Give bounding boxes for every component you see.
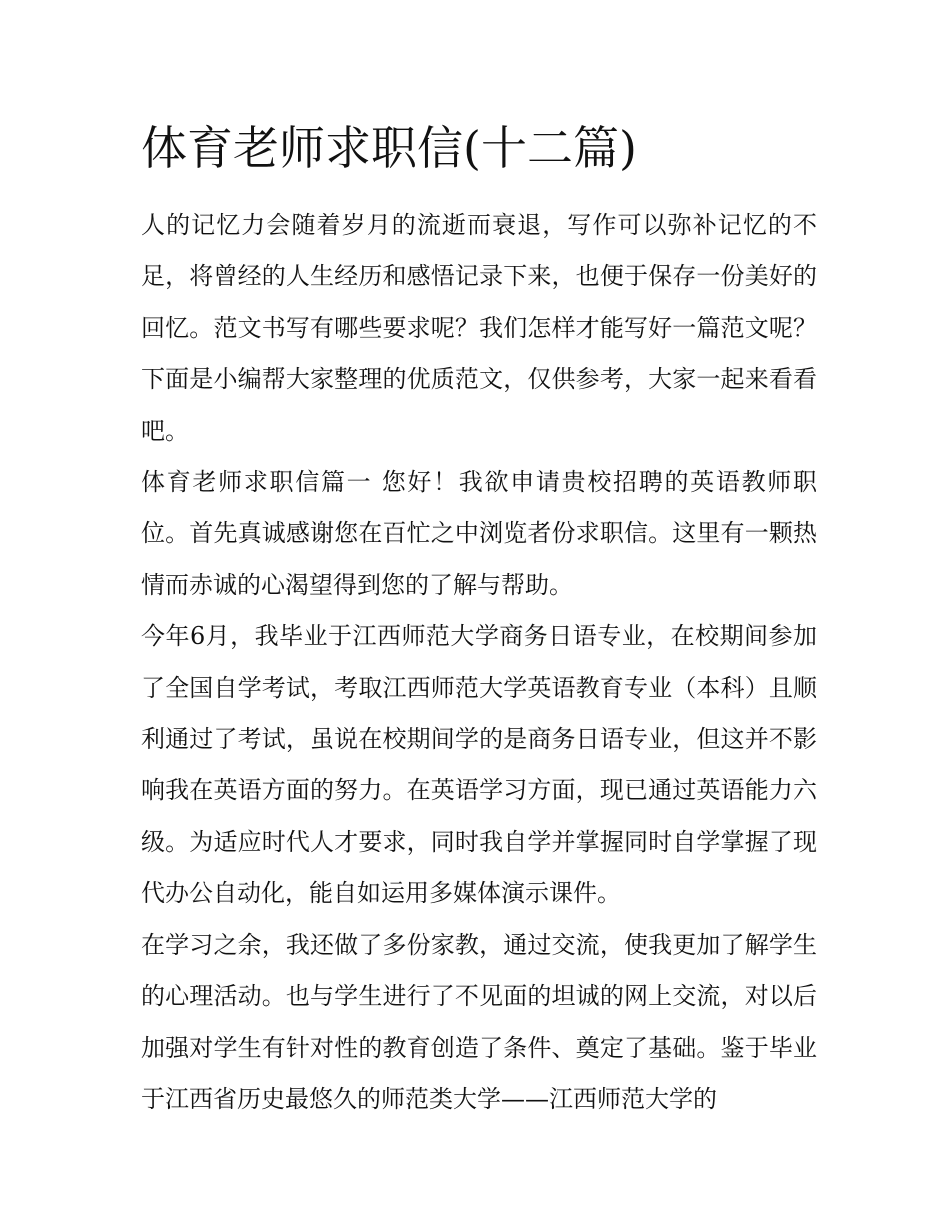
document-title: 体育老师求职信(十二篇) <box>141 121 637 175</box>
paragraph-intro: 人的记忆力会随着岁月的流逝而衰退，写作可以弥补记忆的不足，将曾经的人生经历和感悟记录下来，也便于保存一份美好的回忆。范文书写有哪些要求呢？我们怎样才能写好一篇范文呢？下面是小编帮大家整理的优质范文，仅供参考，大家一起来看看吧。 <box>141 211 817 445</box>
document-content <box>141 112 817 1125</box>
paragraph-education: 今年6月，我毕业于江西师范大学商务日语专业，在校期间参加了全国自学考试，考取江西师范大学英语教育专业（本科）且顺利通过了考试，虽说在校期间学的是商务日语专业，但这并不影响我在英语方面的努力。在英语学习方面，现已通过英语能力六级。为适应时代人才要求，同时我自学并掌握同时自学掌握了现代办公自动化，能自如运用多媒体演示课件。 <box>141 622 817 908</box>
paragraph-letter-opening: 体育老师求职信篇一 您好！我欲申请贵校招聘的英语教师职位。首先真诚感谢您在百忙之中浏览者份求职信。这里有一颗热情而赤诚的心渴望得到您的了解与帮助。 <box>141 468 817 599</box>
paragraph-experience: 在学习之余，我还做了多份家教，通过交流，使我更加了解学生的心理活动。也与学生进行了不见面的坦诚的网上交流，对以后加强对学生有针对性的教育创造了条件、奠定了基础。鉴于毕业于江西省历史最悠久的师范类大学——江西师范大学的 <box>141 930 817 1113</box>
